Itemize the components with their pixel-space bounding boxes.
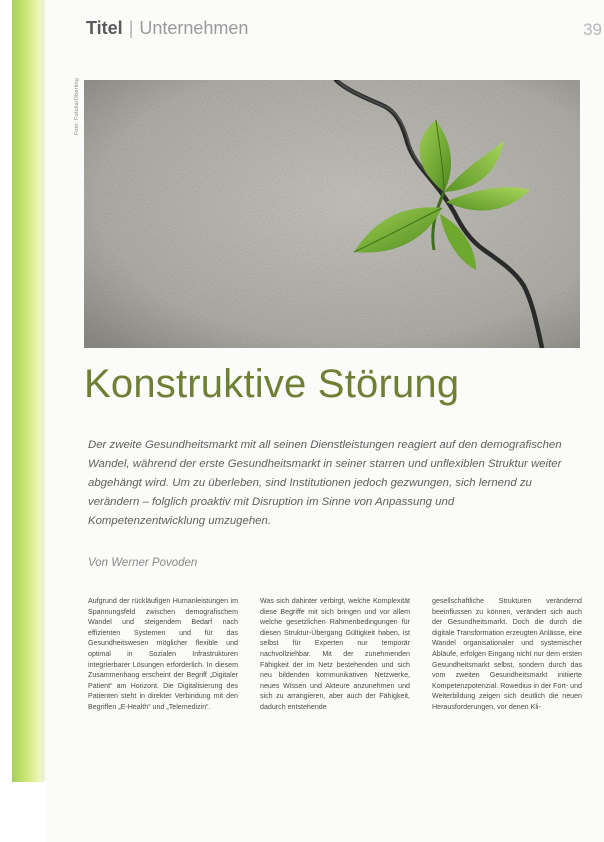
header-separator: | [128, 18, 134, 38]
running-header [86, 18, 248, 46]
photo-credit: Foto: Fotolia/Oberling [74, 78, 80, 136]
article-lead: Der zweite Gesundheitsmarkt mit all seinen Dienstleistungen reagiert auf den demografischen Wandel, während der erste Gesundheitsmarkt in seiner starren und unflexiblen Struktur weiter abgehängt wird. Um zu überleben, sind Institutionen jedoch gezwungen, sich lernend zu verändern – folglich proaktiv mit Disruption im Sinne von Anpassung und Kompetenzentwicklung umzugehen. [88, 439, 562, 527]
page-left-margin [0, 0, 12, 842]
body-paragraph: Was sich dahinter verbirgt, welche Komplexität diese Begriffe mit sich bringen und vor allem welche gesetzlichen Rahmenbedingungen für diesen Struktur-Übergang Gültigkeit haben, ist selbst für Experten nur temporär nachvollziehbar. Mit der zunehmenden Fähigkeit der im Netz bestehenden und sich neu bildenden kommunikativen Netzwerke, neues Wissen und Akteure anzunehmen und sich zu arrangieren, aber auch der Fähigkeit, dadurch entstehende [260, 597, 410, 711]
green-side-band [12, 0, 46, 842]
plant-in-crack-photo-icon [84, 80, 580, 348]
body-paragraph: gesellschaftliche Strukturen verändernd beeinflussen zu können, verändert sich auch der Gesundheitsmarkt. Doch die durch die digitale Transformation erzeugten Anlässe, eine Wandel organisationaler und systemischer Abläufe, erfolgen Eingang nicht nur dem ersten Gesundheitsmarkt selbst, sondern durch das vom zweiten Gesundheitsmarkt initiierte Kompetenzpotenzial. Rowedius in der Fort- und Weiterbildung zeigen sich deutlich die neuen Herausforderungen, vor denen Kli- [432, 597, 582, 711]
article-byline: Von Werner Povoden [88, 557, 198, 569]
section-title: Titel [86, 18, 123, 38]
article-body [88, 596, 582, 766]
body-column-2 [260, 596, 410, 766]
band-edge [41, 0, 44, 842]
body-column-3 [432, 596, 582, 766]
subsection-title: Unternehmen [139, 18, 249, 38]
page-number: 39 [583, 20, 602, 39]
body-column-1 [88, 596, 238, 766]
body-paragraph: Aufgrund der rückläufigen Humanleistungen im Spannungsfeld zwischen demografischem Wandel und steigendem Bedarf nach effizienten Systemen und für das Gesundheitswesen möglicher flexible und optimal in Sozialen Infrastrukturen integrierbarer Lösungen erforderlich. In diesem Zusammenhang erscheint der Begriff „Digitaler Patient“ am Horizont. Die Digitalisierung des Patienten steht in direkter Verbindung mit den Begriffen „E-Health“ und „Telemedizin“. [88, 597, 238, 711]
hero-image [84, 80, 580, 348]
article-headline: Konstruktive Störung [84, 362, 460, 406]
band-bottom-cut [12, 782, 46, 842]
